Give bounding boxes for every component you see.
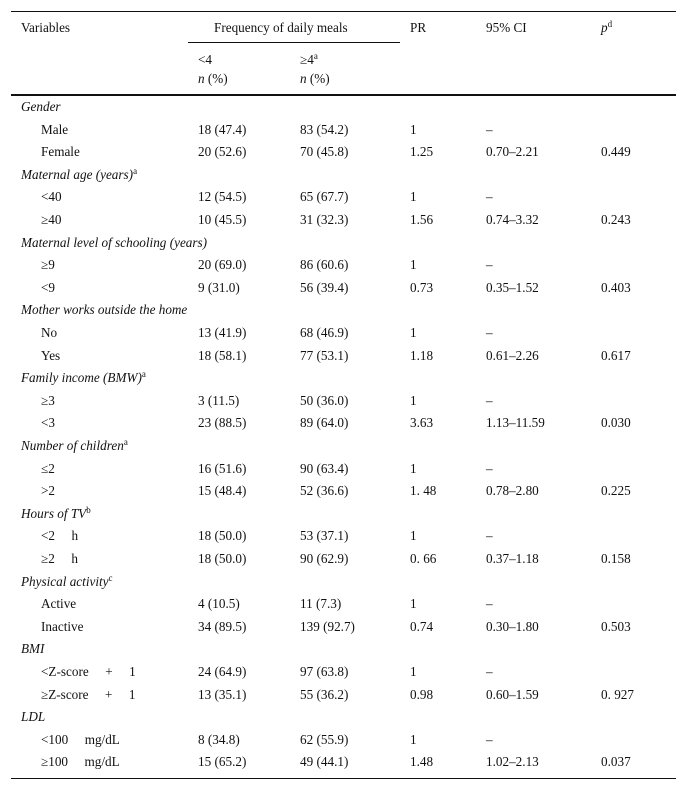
cell-ge4: 83 (54.2)	[300, 121, 349, 137]
cell-ge4: 77 (53.1)	[300, 347, 349, 363]
cell-pr: 1	[410, 189, 417, 205]
group-title: Family income (BMW)$^a$	[21, 369, 146, 386]
cell-ge4: 31 (32.3)	[300, 212, 349, 227]
header-lt4-npct: n (%)	[198, 71, 228, 86]
header-frequency: Frequency of daily meals	[214, 20, 348, 35]
cell-label: ≥9	[41, 257, 55, 273]
cell-ge4: 90 (63.4)	[300, 460, 349, 476]
cell-ci: –	[486, 664, 493, 679]
cell-ge4: 68 (46.9)	[300, 325, 349, 340]
cell-lt4: 12 (54.5)	[198, 189, 247, 205]
group-title: Number of children$^a$	[21, 437, 128, 453]
cell-pr: 0.74	[410, 618, 434, 634]
cell-ge4: 70 (45.8)	[300, 144, 349, 160]
cell-label: ≥Z-score + 1	[41, 686, 136, 702]
cell-lt4: 24 (64.9)	[198, 664, 247, 679]
cell-ci: –	[486, 392, 493, 408]
cell-p: 0.225	[601, 483, 631, 499]
cell-lt4: 18 (47.4)	[198, 121, 247, 137]
cell-lt4: 9 (31.0)	[198, 279, 240, 295]
cell-p: 0.503	[601, 618, 631, 634]
cell-lt4: 3 (11.5)	[198, 392, 240, 408]
cell-p: 0.449	[601, 144, 631, 160]
cell-pr: 3.63	[410, 415, 434, 431]
cell-ci: 0.61–2.26	[486, 347, 539, 363]
cell-ge4: 53 (37.1)	[300, 528, 349, 544]
cell-label: <40	[41, 189, 62, 205]
cell-p: 0.158	[601, 551, 631, 566]
bottom-rule	[11, 778, 676, 779]
cell-ci: 0.30–1.80	[486, 618, 539, 634]
header-ge4: $\ge 4^a$	[300, 51, 318, 67]
cell-ci: –	[486, 731, 493, 747]
cell-lt4: 10 (45.5)	[198, 212, 247, 227]
cell-ge4: 65 (67.7)	[300, 189, 349, 205]
cell-p: 0.030	[601, 415, 631, 431]
cell-pr: 1. 48	[410, 483, 437, 499]
cell-ge4: 11 (7.3)	[300, 596, 342, 612]
cell-pr: 1.48	[410, 754, 434, 770]
cell-ge4: 86 (60.6)	[300, 257, 349, 273]
cell-pr: 1	[410, 325, 417, 340]
cell-ge4: 62 (55.9)	[300, 731, 349, 747]
cell-lt4: 16 (51.6)	[198, 460, 247, 476]
frequency-underline	[188, 42, 400, 43]
cell-ci: 1.13–11.59	[486, 415, 545, 431]
cell-p: 0.617	[601, 347, 631, 363]
cell-ge4: 139 (92.7)	[300, 618, 355, 634]
cell-lt4: 13 (41.9)	[198, 325, 247, 340]
cell-p: 0. 927	[601, 686, 634, 702]
cell-ci: –	[486, 121, 493, 137]
cell-ci: 1.02–2.13	[486, 754, 539, 770]
cell-label: >2	[41, 483, 56, 499]
cell-label: ≤2	[41, 460, 55, 476]
header-ge4-npct: n (%)	[300, 71, 330, 86]
group-title: Mother works outside the home	[21, 302, 188, 318]
cell-pr: 1	[410, 664, 417, 679]
cell-ge4: 50 (36.0)	[300, 392, 349, 408]
cell-pr: 0. 66	[410, 551, 437, 566]
group-title: BMI	[21, 641, 45, 657]
cell-lt4: 13 (35.1)	[198, 686, 247, 702]
cell-label: ≥3	[41, 392, 55, 408]
top-rule	[11, 11, 676, 12]
cell-pr: 0.73	[410, 279, 434, 295]
cell-ci: –	[486, 257, 493, 273]
group-title: Hours of $TV^b$	[21, 504, 91, 521]
cell-label: ≥2 h	[41, 551, 78, 566]
cell-ci: –	[486, 528, 493, 544]
header-rule	[11, 94, 676, 96]
cell-pr: 1.18	[410, 347, 434, 363]
group-title: Maternal age (years)$^a$	[21, 165, 138, 182]
cell-lt4: 20 (69.0)	[198, 257, 247, 273]
cell-ci: –	[486, 189, 493, 205]
cell-label: ≥40	[41, 212, 62, 227]
cell-pr: 1.25	[410, 144, 434, 160]
cell-ci: 0.35–1.52	[486, 279, 539, 295]
cell-pr: 1	[410, 257, 417, 273]
cell-lt4: 8 (34.8)	[198, 731, 240, 747]
cell-p: 0.403	[601, 279, 631, 295]
cell-ci: 0.78–2.80	[486, 483, 539, 499]
cell-label: <2 h	[41, 528, 79, 544]
cell-p: 0.243	[601, 212, 631, 227]
cell-lt4: 15 (48.4)	[198, 483, 247, 499]
cell-lt4: 23 (88.5)	[198, 415, 247, 431]
cell-label: <100 mg/dL	[41, 731, 120, 747]
cell-pr: 0.98	[410, 686, 434, 702]
cell-label: No	[41, 325, 58, 340]
cell-ge4: 90 (62.9)	[300, 551, 349, 566]
cell-ci: 0.74–3.32	[486, 212, 539, 227]
cell-pr: 1	[410, 121, 417, 137]
group-title: LDL	[21, 709, 46, 725]
cell-ge4: 89 (64.0)	[300, 415, 349, 431]
cell-pr: 1	[410, 731, 417, 747]
cell-ci: 0.60–1.59	[486, 686, 539, 702]
cell-pr: 1	[410, 528, 417, 544]
cell-pr: 1	[410, 392, 417, 408]
header-variables: Variables	[21, 20, 71, 35]
cell-ge4: 52 (36.6)	[300, 483, 349, 499]
group-title: Gender	[21, 99, 61, 114]
cell-ci: –	[486, 596, 493, 612]
cell-label: <9	[41, 279, 56, 295]
cell-lt4: 34 (89.5)	[198, 618, 247, 634]
header-pr: PR	[410, 20, 427, 35]
cell-ci: –	[486, 325, 493, 340]
group-title: Maternal level of schooling (years)	[21, 234, 208, 250]
cell-ge4: 49 (44.1)	[300, 754, 349, 770]
cell-ge4: 55 (36.2)	[300, 686, 349, 702]
cell-ci: 0.37–1.18	[486, 551, 539, 566]
cell-lt4: 18 (58.1)	[198, 347, 247, 363]
group-title: Physical activity$^c$	[21, 572, 113, 589]
cell-label: Yes	[41, 347, 61, 363]
cell-label: ≥100 mg/dL	[41, 754, 120, 770]
cell-pr: 1.56	[410, 212, 434, 227]
cell-lt4: 18 (50.0)	[198, 551, 247, 566]
cell-label: <3	[41, 415, 56, 431]
cell-ci: 0.70–2.21	[486, 144, 539, 160]
cell-label: Inactive	[41, 618, 84, 634]
cell-pr: 1	[410, 460, 417, 476]
header-p: $p^d$	[601, 19, 613, 35]
cell-label: Male	[41, 121, 69, 137]
cell-ge4: 97 (63.8)	[300, 664, 349, 679]
cell-ge4: 56 (39.4)	[300, 279, 349, 295]
cell-lt4: 4 (10.5)	[198, 596, 240, 612]
cell-pr: 1	[410, 596, 417, 612]
cell-lt4: 18 (50.0)	[198, 528, 247, 544]
cell-lt4: 20 (52.6)	[198, 144, 247, 160]
header-lt4: <4	[198, 52, 213, 67]
cell-lt4: 15 (65.2)	[198, 754, 247, 770]
cell-ci: –	[486, 460, 493, 476]
cell-p: 0.037	[601, 754, 631, 770]
cell-label: Active	[41, 596, 77, 612]
cell-label: Female	[41, 144, 80, 160]
header-ci: 95% CI	[486, 20, 527, 35]
cell-label: <Z-score + 1	[41, 664, 136, 679]
